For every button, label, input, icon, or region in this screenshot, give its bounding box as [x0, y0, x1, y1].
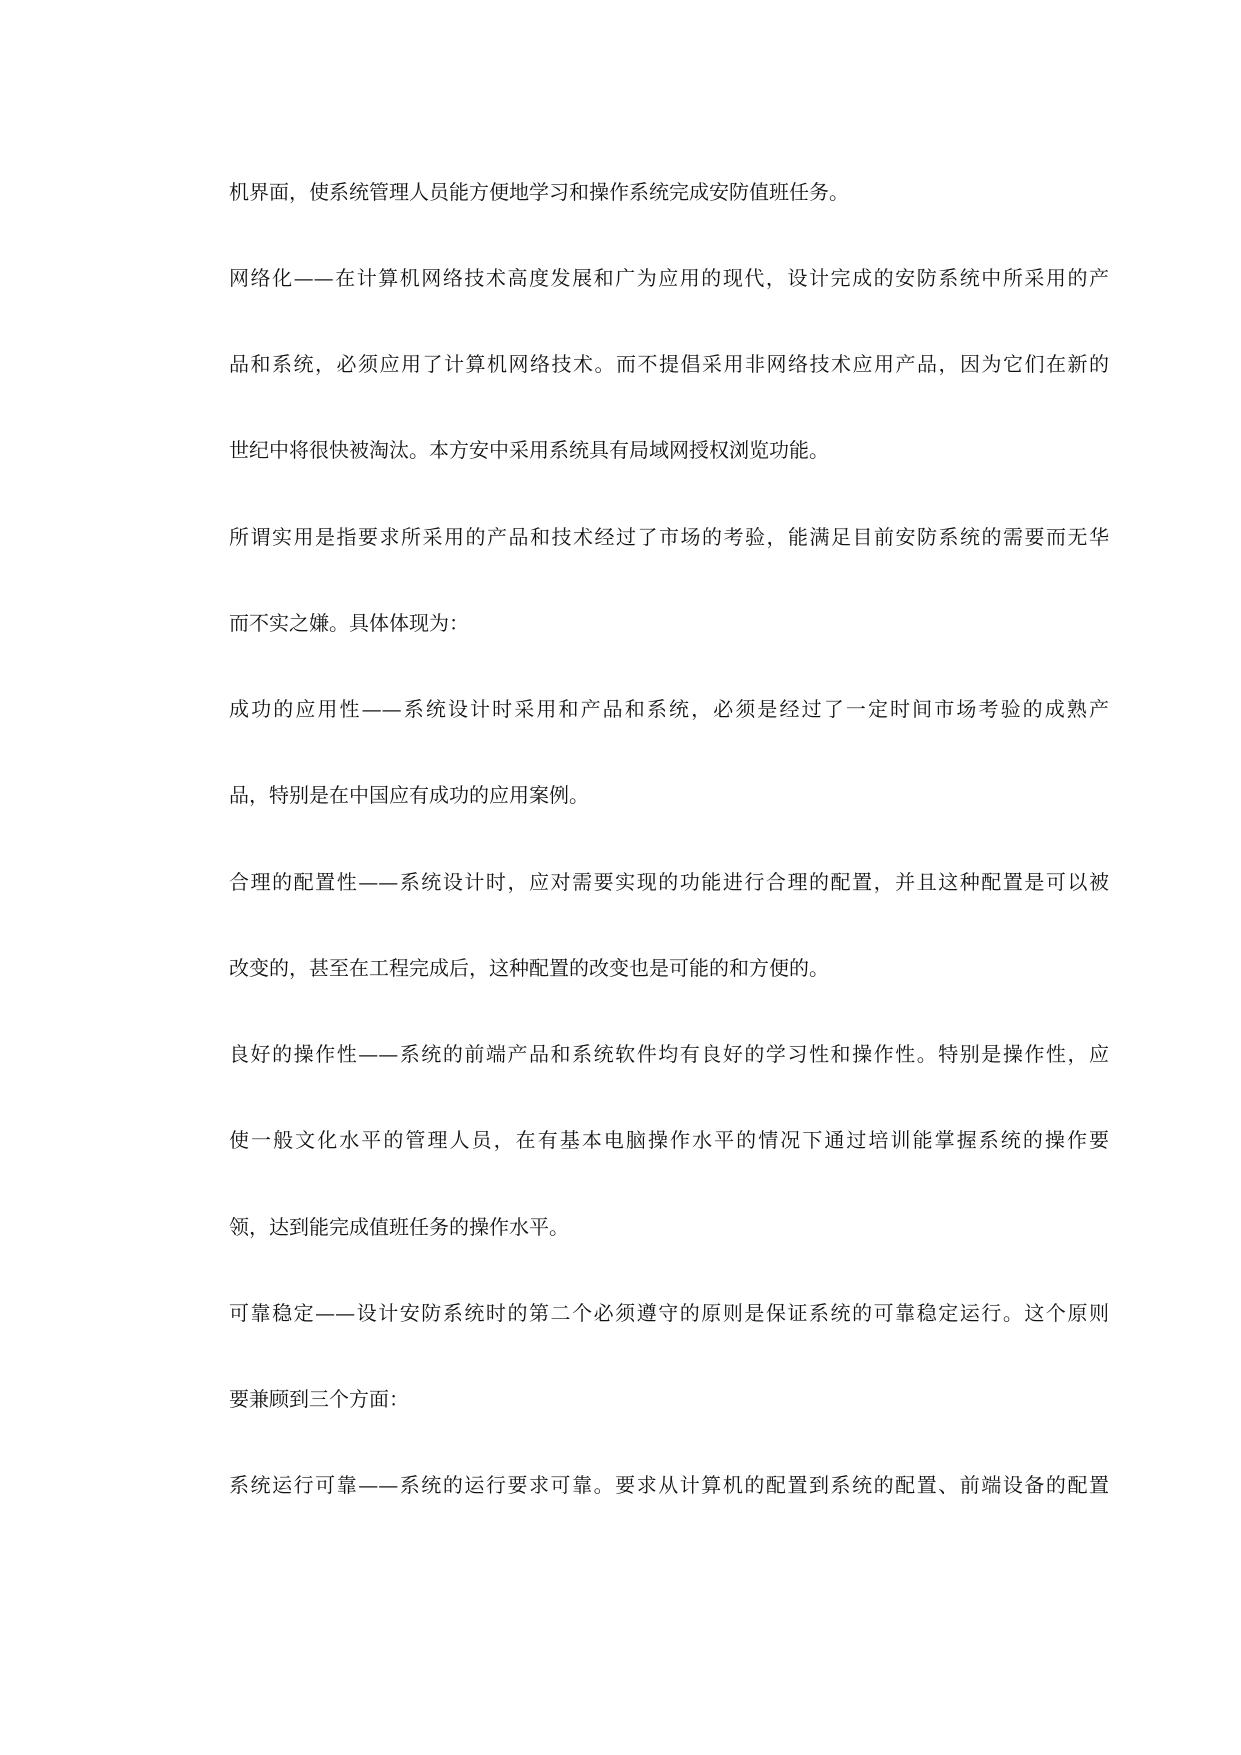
text-line: 品和系统，必须应用了计算机网络技术。而不提倡采用非网络技术应用产品，因为它们在新的 — [229, 352, 1109, 376]
text-line: 而不实之嫌。具体体现为： — [229, 611, 469, 635]
text-line: 使一般文化水平的管理人员，在有基本电脑操作水平的情况下通过培训能掌握系统的操作要 — [229, 1128, 1109, 1152]
text-line: 要兼顾到三个方面： — [229, 1387, 409, 1411]
text-line: 品，特别是在中国应有成功的应用案例。 — [229, 783, 589, 807]
text-line: 良好的操作性——系统的前端产品和系统软件均有良好的学习性和操作性。特别是操作性，应 — [229, 1042, 1109, 1066]
text-line: 所谓实用是指要求所采用的产品和技术经过了市场的考验，能满足目前安防系统的需要而无华 — [229, 525, 1109, 549]
text-line: 可靠稳定——设计安防系统时的第二个必须遵守的原则是保证系统的可靠稳定运行。这个原则 — [229, 1301, 1109, 1325]
text-line: 机界面，使系统管理人员能方便地学习和操作系统完成安防值班任务。 — [229, 180, 849, 204]
text-line: 合理的配置性——系统设计时，应对需要实现的功能进行合理的配置，并且这种配置是可以被 — [229, 870, 1109, 894]
text-line: 网络化——在计算机网络技术高度发展和广为应用的现代，设计完成的安防系统中所采用的产 — [229, 266, 1109, 290]
text-line: 系统运行可靠——系统的运行要求可靠。要求从计算机的配置到系统的配置、前端设备的配置 — [229, 1473, 1109, 1497]
text-line: 领，达到能完成值班任务的操作水平。 — [229, 1215, 569, 1239]
text-line: 世纪中将很快被淘汰。本方安中采用系统具有局域网授权浏览功能。 — [229, 438, 829, 462]
text-line: 成功的应用性——系统设计时采用和产品和系统，必须是经过了一定时间市场考验的成熟产 — [229, 697, 1109, 721]
text-line: 改变的，甚至在工程完成后，这种配置的改变也是可能的和方便的。 — [229, 956, 829, 980]
